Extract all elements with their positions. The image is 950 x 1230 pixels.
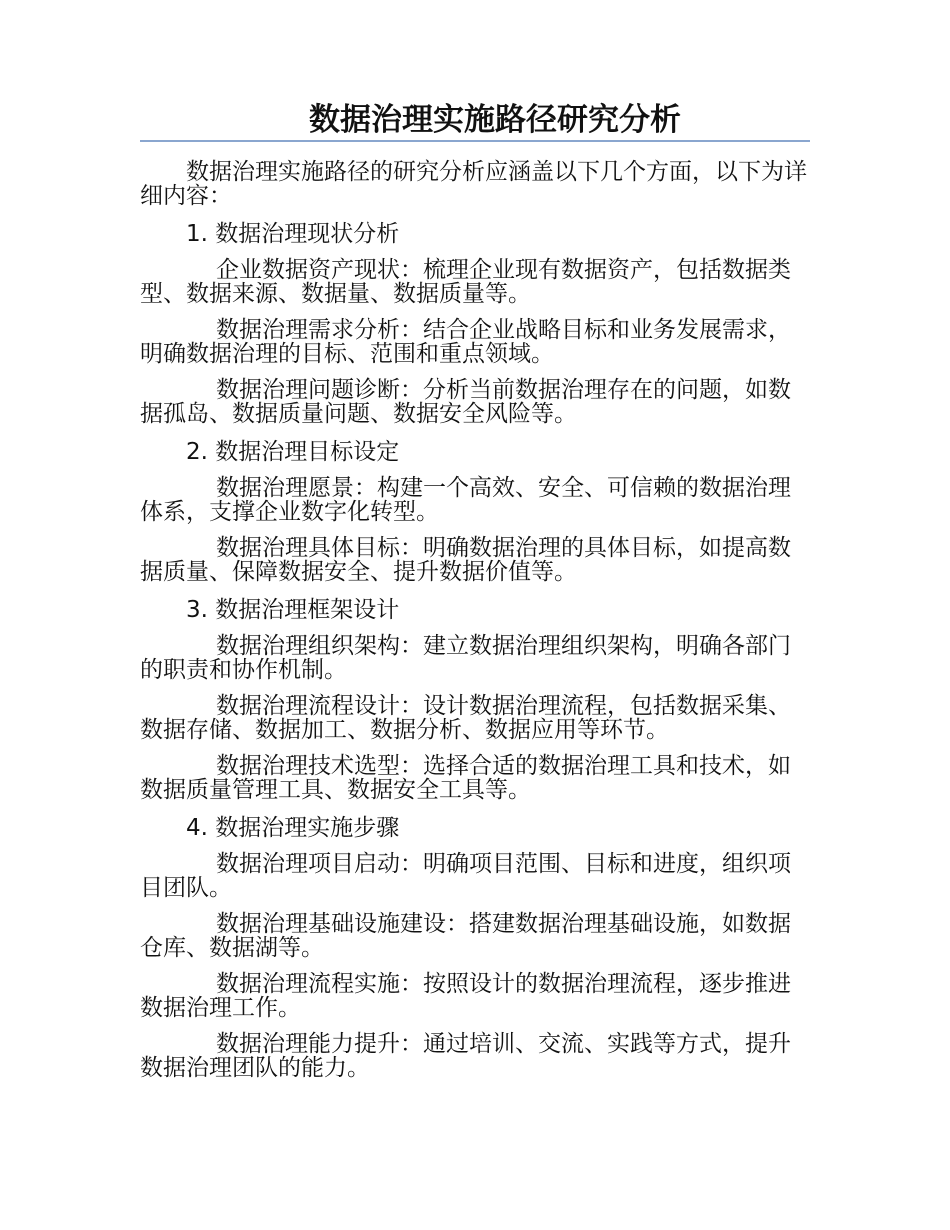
section-heading: 3. 数据治理框架设计 (186, 597, 400, 623)
section-item: 数据治理项目启动：明确项目范围、目标和进度，组织项目团队。 (140, 851, 791, 901)
section-framework-design (140, 596, 810, 802)
section-item: 数据治理流程设计：设计数据治理流程，包括数据采集、数据存储、数据加工、数据分析、数据应用等环节。 (140, 693, 791, 743)
section-item: 数据治理基础设施建设：搭建数据治理基础设施，如数据仓库、数据湖等。 (140, 911, 791, 961)
section-item: 数据治理需求分析：结合企业战略目标和业务发展需求，明确数据治理的目标、范围和重点领域。 (140, 317, 791, 367)
section-item: 数据治理愿景：构建一个高效、安全、可信赖的数据治理体系，支撑企业数字化转型。 (140, 475, 791, 525)
document-page (140, 100, 810, 1092)
section-goal-setting (140, 438, 810, 584)
section-item: 数据治理具体目标：明确数据治理的具体目标，如提高数据质量、保障数据安全、提升数据价值等。 (140, 535, 791, 585)
section-item: 数据治理流程实施：按照设计的数据治理流程，逐步推进数据治理工作。 (140, 971, 791, 1021)
section-item: 数据治理组织架构：建立数据治理组织架构，明确各部门的职责和协作机制。 (140, 633, 791, 683)
section-item: 数据治理技术选型：选择合适的数据治理工具和技术，如数据质量管理工具、数据安全工具等。 (140, 753, 791, 803)
section-item: 企业数据资产现状：梳理企业现有数据资产，包括数据类型、数据来源、数据量、数据质量等。 (140, 257, 791, 307)
section-heading: 4. 数据治理实施步骤 (186, 815, 400, 841)
section-implementation-steps (140, 814, 810, 1080)
section-item: 数据治理能力提升：通过培训、交流、实践等方式，提升数据治理团队的能力。 (140, 1031, 791, 1081)
section-heading: 1. 数据治理现状分析 (186, 221, 400, 247)
document-title: 数据治理实施路径研究分析 (309, 102, 681, 138)
section-heading: 2. 数据治理目标设定 (186, 439, 400, 465)
title-underline (140, 140, 810, 142)
intro-paragraph: 数据治理实施路径的研究分析应涵盖以下几个方面，以下为详细内容： (140, 159, 807, 209)
section-item: 数据治理问题诊断：分析当前数据治理存在的问题，如数据孤岛、数据质量问题、数据安全风险等。 (140, 377, 791, 427)
section-current-status (140, 220, 810, 426)
